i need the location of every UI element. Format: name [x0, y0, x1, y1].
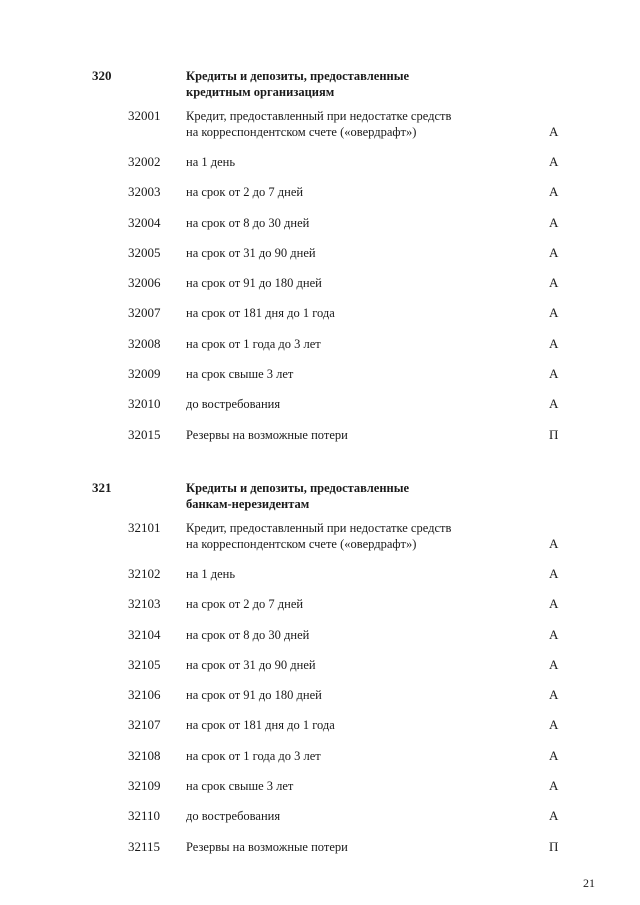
account-name-line: на корреспондентском счете («овердрафт») [186, 537, 417, 551]
account-name-line: до востребования [186, 809, 281, 824]
account-type: А [549, 335, 559, 351]
account-type: А [549, 536, 559, 551]
account-type: А [549, 566, 559, 581]
account-row [0, 154, 640, 184]
account-code: 32102 [128, 566, 161, 581]
account-type: А [549, 244, 559, 260]
account-name-line: на срок от 91 до 180 дней [186, 276, 322, 291]
account-row [0, 596, 640, 626]
account-name [186, 396, 280, 412]
account-row [0, 108, 640, 154]
account-name-line: на срок свыше 3 лет [186, 367, 294, 382]
account-row [0, 778, 640, 808]
account-name-line: на срок от 181 дня до 1 года [186, 306, 335, 321]
account-name-line: на срок от 2 до 7 дней [186, 185, 304, 200]
account-row [0, 366, 640, 396]
account-row [0, 687, 640, 717]
account-row [0, 184, 640, 214]
account-name-line: на срок от 1 года до 3 лет [186, 748, 321, 763]
account-type: А [549, 687, 559, 703]
account-row [0, 839, 640, 869]
account-name [186, 808, 280, 824]
account-type: А [549, 305, 559, 321]
account-code: 32108 [128, 747, 161, 763]
account-code: 32007 [128, 305, 161, 321]
account-name [186, 657, 316, 673]
account-type: А [549, 747, 559, 763]
account-type: А [549, 184, 559, 200]
account-code: 32101 [128, 520, 161, 535]
account-name [186, 154, 235, 170]
account-row [0, 627, 640, 657]
account-code: 32104 [128, 626, 161, 642]
account-name [186, 839, 348, 855]
account-code: 32010 [128, 396, 161, 412]
account-row [0, 215, 640, 245]
account-code: 32115 [128, 838, 161, 854]
account-name-line: на 1 день [186, 155, 236, 169]
section-code: 321 [92, 480, 112, 495]
account-name-line: на срок от 181 дня до 1 года [186, 718, 335, 733]
account-type: А [549, 626, 559, 642]
account-name [186, 215, 309, 231]
account-name-line: на срок от 31 до 90 дней [186, 657, 316, 672]
account-row [0, 245, 640, 275]
account-type: А [549, 154, 559, 169]
account-code: 32006 [128, 275, 161, 291]
account-type: А [549, 808, 559, 824]
account-row [0, 717, 640, 747]
account-rows [0, 520, 640, 869]
account-name-line: Кредит, предоставленный при недостатке средств [186, 109, 452, 123]
account-row [0, 396, 640, 426]
account-code: 32003 [128, 184, 161, 200]
account-name-line: на срок от 2 до 7 дней [186, 597, 304, 612]
account-type: П [549, 426, 559, 442]
account-name-line: Резервы на возможные потери [186, 427, 348, 442]
account-name [186, 275, 322, 291]
account-section-321 [0, 480, 640, 869]
account-name [186, 596, 303, 612]
account-code: 32103 [128, 596, 161, 612]
section-title-line: Кредиты и депозиты, предоставленные [186, 69, 410, 83]
section-title-line: кредитным организациям [186, 85, 335, 99]
section-code: 320 [92, 68, 112, 83]
account-type: А [549, 396, 559, 412]
account-type: А [549, 596, 559, 612]
account-code: 32107 [128, 717, 161, 733]
account-type: А [549, 124, 559, 139]
account-code: 32009 [128, 366, 161, 382]
account-row [0, 275, 640, 305]
account-name [186, 184, 303, 200]
account-name [186, 717, 335, 733]
account-name [186, 245, 316, 261]
account-type: П [549, 838, 559, 854]
account-type: А [549, 275, 559, 291]
account-name [186, 627, 309, 643]
account-code: 32109 [128, 778, 161, 794]
section-header [0, 68, 640, 108]
account-name [186, 336, 321, 352]
account-name [186, 778, 293, 794]
account-row [0, 427, 640, 457]
account-name-line: на срок от 1 года до 3 лет [186, 336, 321, 351]
account-name [186, 748, 321, 764]
account-name-line: на срок от 91 до 180 дней [186, 688, 322, 703]
account-code: 32110 [128, 808, 161, 824]
account-name-line: Кредит, предоставленный при недостатке средств [186, 521, 452, 535]
account-code: 32106 [128, 687, 161, 703]
account-rows [0, 108, 640, 457]
account-name [186, 366, 293, 382]
account-code: 32005 [128, 244, 161, 260]
section-title [186, 480, 409, 512]
section-title-line: банкам-нерезидентам [186, 497, 310, 511]
account-section-320 [0, 68, 640, 457]
account-code: 32105 [128, 656, 161, 672]
account-type: А [549, 214, 559, 230]
account-code: 32015 [128, 426, 161, 442]
account-row [0, 336, 640, 366]
account-name-line: Резервы на возможные потери [186, 839, 348, 854]
account-code: 32004 [128, 214, 161, 230]
account-name-line: до востребования [186, 397, 281, 412]
account-name [186, 305, 335, 321]
account-name-line: на корреспондентском счете («овердрафт») [186, 125, 417, 139]
page-number: 21 [583, 876, 595, 890]
account-type: А [549, 717, 559, 733]
account-row [0, 520, 640, 566]
account-row [0, 566, 640, 596]
account-name [186, 520, 451, 552]
account-type: А [549, 778, 559, 794]
section-title [186, 68, 409, 100]
account-name [186, 566, 235, 582]
account-name-line: на срок от 31 до 90 дней [186, 245, 316, 260]
account-name [186, 108, 451, 140]
account-name [186, 427, 348, 443]
account-code: 32002 [128, 154, 161, 169]
section-title-line: Кредиты и депозиты, предоставленные [186, 481, 410, 495]
account-name-line: на 1 день [186, 567, 236, 581]
section-header [0, 480, 640, 520]
account-code: 32008 [128, 335, 161, 351]
account-row [0, 808, 640, 838]
account-row [0, 748, 640, 778]
account-name-line: на срок от 8 до 30 дней [186, 215, 310, 230]
account-code: 32001 [128, 108, 161, 123]
account-name-line: на срок свыше 3 лет [186, 779, 294, 794]
account-name-line: на срок от 8 до 30 дней [186, 627, 310, 642]
account-row [0, 657, 640, 687]
account-type: А [549, 366, 559, 382]
account-type: А [549, 656, 559, 672]
account-name [186, 687, 322, 703]
account-row [0, 305, 640, 335]
